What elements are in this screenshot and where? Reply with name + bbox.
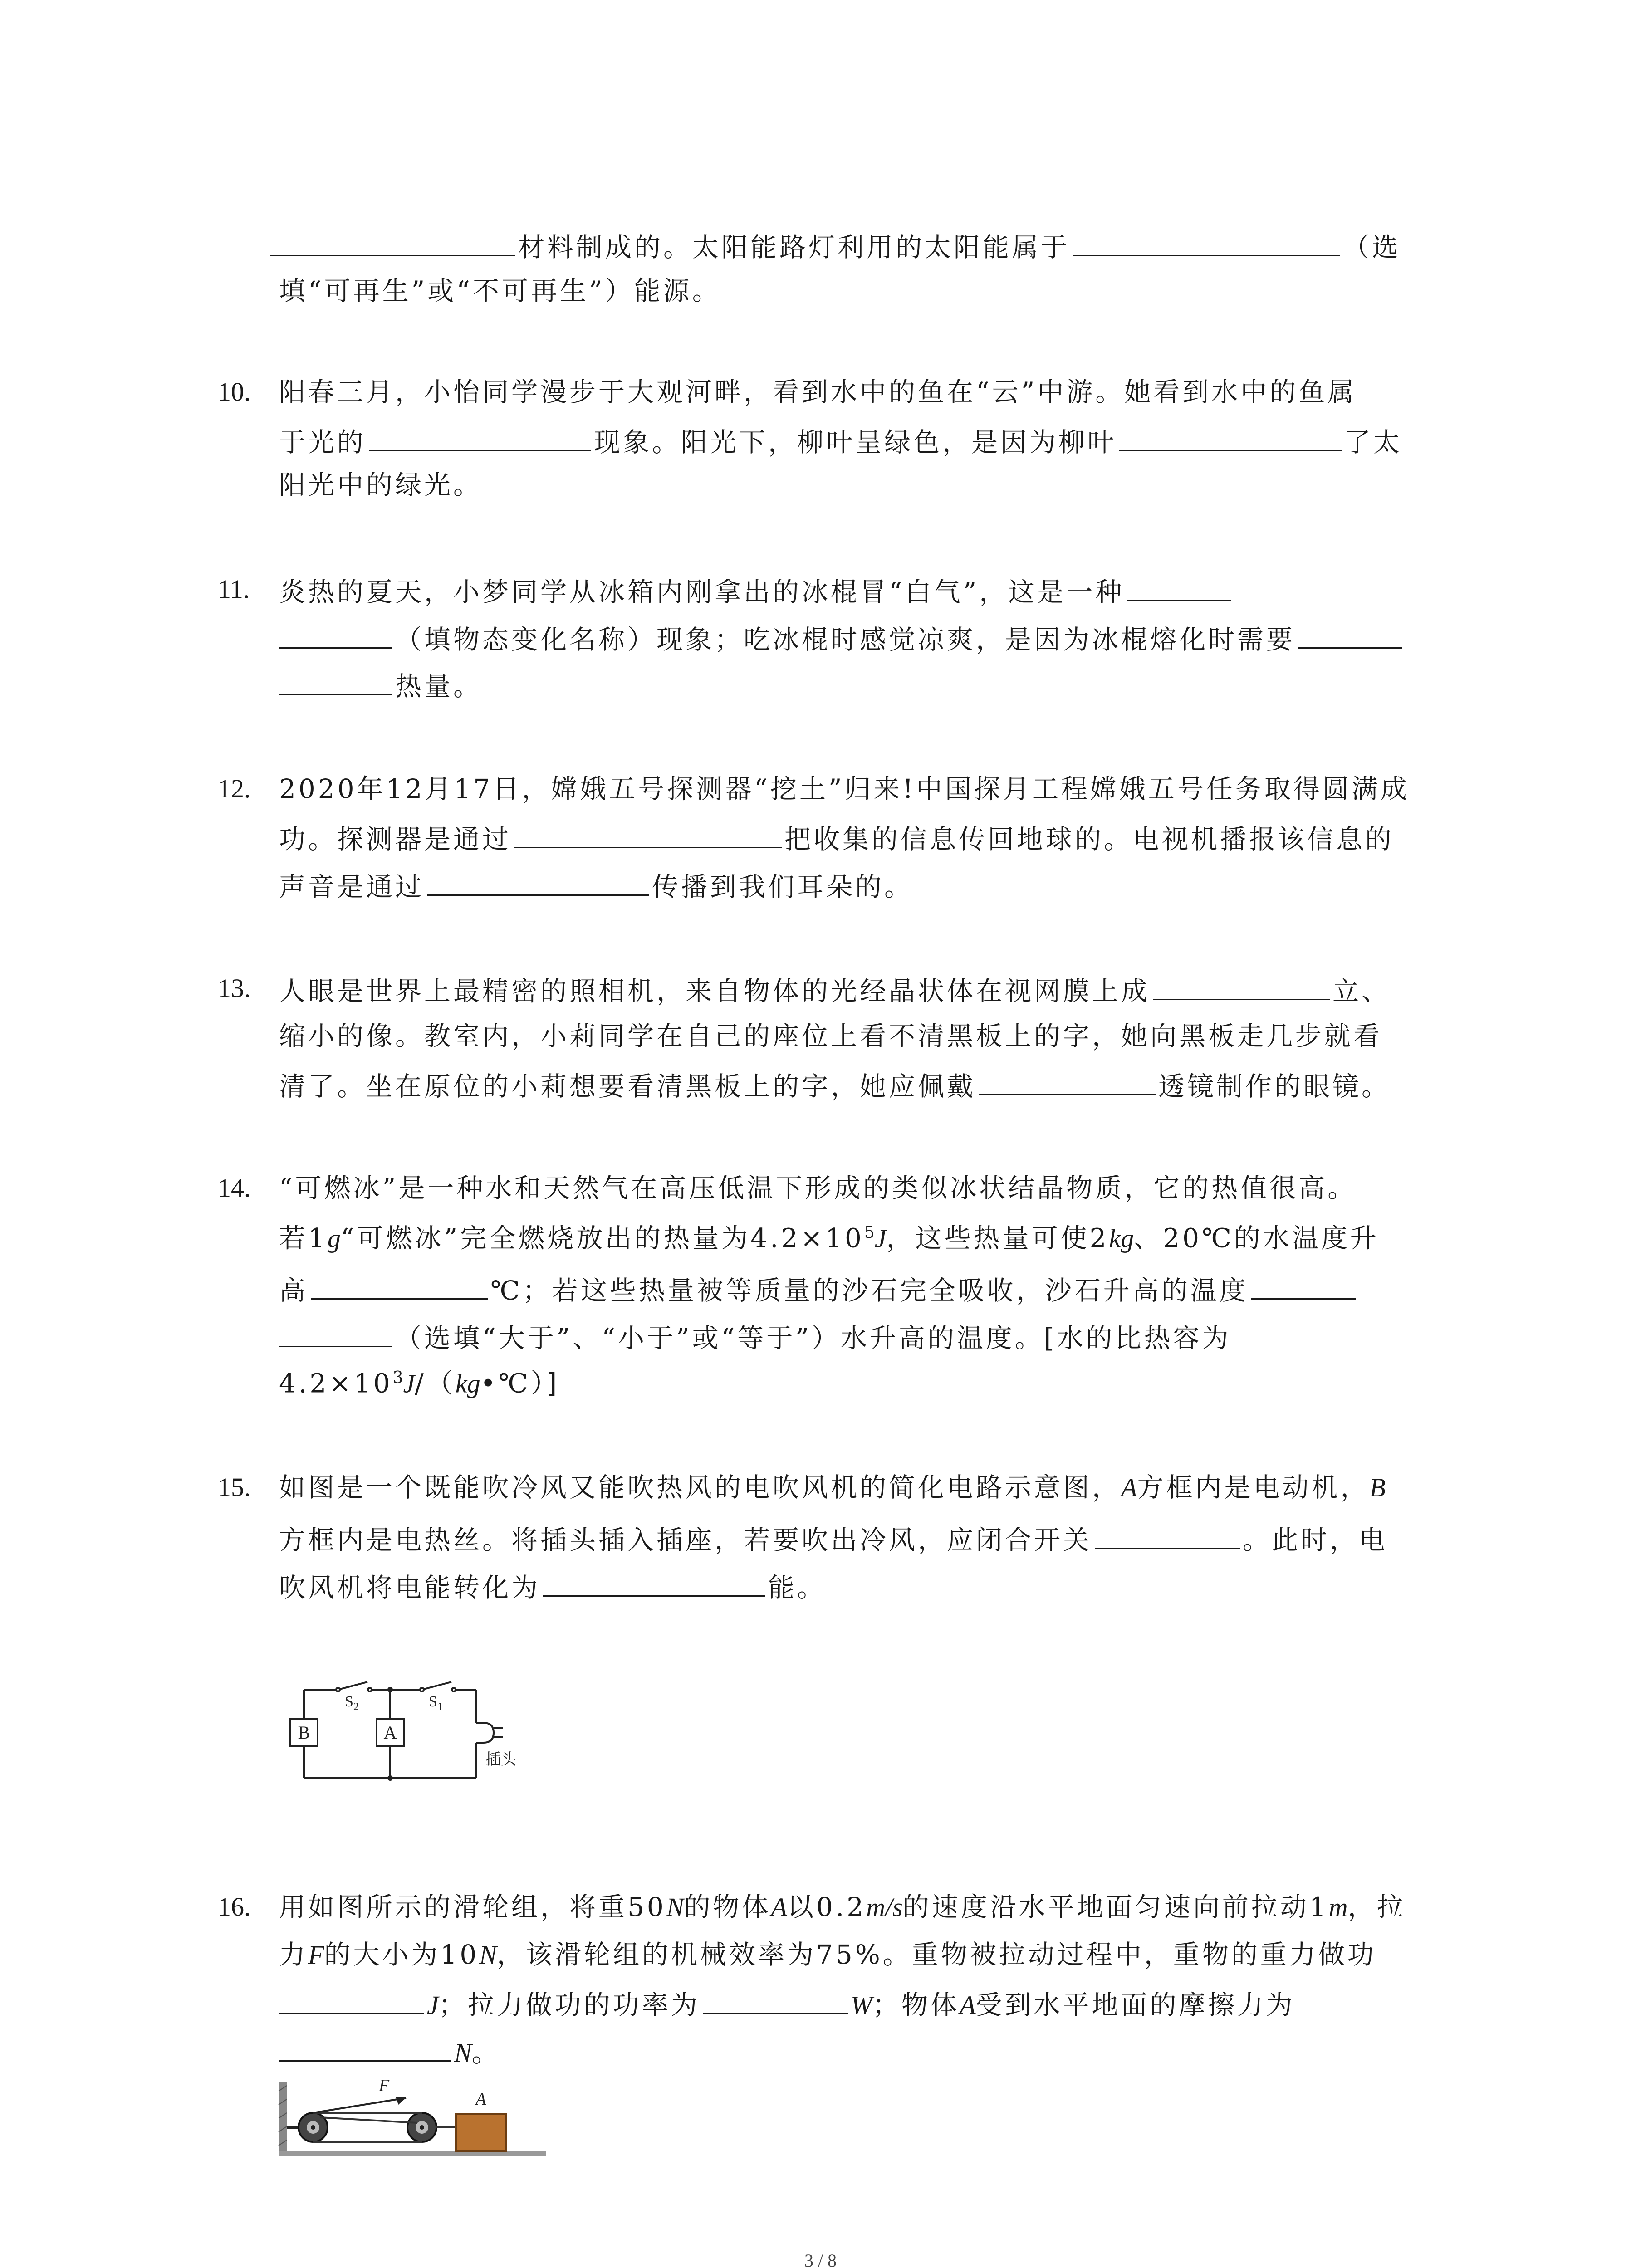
q16-number: 16. — [218, 1892, 251, 1921]
q11-blank-2b[interactable] — [279, 670, 392, 695]
page-number: 3 / 8 — [804, 2250, 837, 2268]
s1-label: S — [429, 1693, 437, 1710]
q16-line-3: J；拉力做功的功率为 W；物体A受到水平地面的摩擦力为 — [279, 1989, 1295, 2019]
q12-blank-2[interactable] — [427, 871, 649, 896]
q10-blank-2[interactable] — [1119, 426, 1342, 451]
q13-number: 13. — [218, 973, 251, 1003]
q9-line-2: 填“可再生”或“不可再生”）能源。 — [279, 275, 721, 306]
block-a — [456, 2114, 506, 2151]
svg-text:S2: $S_2$ — [345, 1693, 359, 1713]
q15-blank-2[interactable] — [543, 1572, 765, 1597]
svg-text:S1: $S_1$ — [429, 1693, 443, 1713]
q14-line-5: $4.2\times 10^3J/(kg•℃)$] — [279, 1368, 560, 1399]
force-label: F — [379, 2076, 390, 2095]
hair-dryer-circuit-figure — [277, 1674, 531, 1792]
q10-line-2: 于光的 现象。阳光下，柳叶呈绿色，是因为柳叶 了太 — [279, 427, 1403, 458]
q12-line-1: 2020年12月17日，嫦娥五号探测器“挖土”归来!中国探月工程嫦娥五号任务取得圆满成 — [279, 773, 1410, 804]
q14-line-2: 若1g“可燃冰”完全燃烧放出的热量为$4.2\times 10^5J$，这些热量可使2kg、20℃的水温度升 — [279, 1222, 1379, 1254]
q9-line-1: 材料制成的。太阳能路灯利用的太阳能属于 （选 — [268, 231, 1401, 260]
q10-blank-1[interactable] — [369, 426, 591, 451]
force-arrow — [313, 2098, 406, 2113]
q12-line-2: 功。探测器是通过 把收集的信息传回地球的。电视机播报该信息的 — [279, 824, 1395, 855]
q11-number: 11. — [218, 574, 250, 604]
s2-label: S — [345, 1693, 353, 1710]
q14-number: 14. — [218, 1173, 251, 1202]
q11-blank-1b[interactable] — [279, 624, 392, 649]
q11-line-2: （填物态变化名称）现象；吃冰棍时感觉凉爽，是因为冰棍熔化时需要 — [279, 624, 1405, 653]
box-a-label: A — [383, 1722, 397, 1743]
switch-s2-blade — [338, 1682, 367, 1690]
q9-blank-1[interactable] — [270, 231, 515, 256]
q16-line-4: N。 — [279, 2037, 501, 2066]
q10-line-3: 阳光中的绿光。 — [279, 469, 483, 500]
q15-number: 15. — [218, 1472, 251, 1502]
q11-line-1: 炎热的夏天，小梦同学从冰箱内刚拿出的冰棍冒“白气”，这是一种 — [279, 576, 1234, 605]
q11-blank-1a[interactable] — [1127, 576, 1231, 601]
q14-line-1: “可燃冰”是一种水和天然气在高压低温下形成的类似冰状结晶物质，它的热值很高。 — [279, 1173, 1357, 1203]
q12-number: 12. — [218, 774, 251, 803]
q14-line-3: 高 ℃；若这些热量被等质量的沙石完全吸收，沙石升高的温度 — [279, 1275, 1358, 1304]
q11-line-3: 热量。 — [279, 670, 482, 699]
q13-line-1: 人眼是世界上最精密的照相机，来自物体的光经晶状体在视网膜上成 立、 — [279, 976, 1391, 1007]
q14-blank-1[interactable] — [311, 1275, 488, 1300]
q13-blank-1[interactable] — [1153, 975, 1330, 1000]
q16-blank-1[interactable] — [279, 1989, 424, 2014]
q10-line-1: 阳春三月，小怡同学漫步于大观河畔，看到水中的鱼在“云”中游。她看到水中的鱼属 — [279, 376, 1357, 407]
q15-blank-1[interactable] — [1095, 1524, 1240, 1549]
q13-line-3: 清了。坐在原位的小莉想要看清黑板上的字，她应佩戴 透镜制作的眼镜。 — [279, 1071, 1391, 1102]
pulley-system-figure — [277, 2073, 549, 2159]
q16-blank-2[interactable] — [703, 1989, 848, 2014]
q14-blank-2a[interactable] — [1251, 1275, 1356, 1300]
q14-blank-2b[interactable] — [279, 1322, 392, 1347]
switch-s1-blade — [422, 1682, 451, 1690]
q16-blank-3[interactable] — [279, 2037, 451, 2062]
q13-line-2: 缩小的像。教室内，小莉同学在自己的座位上看不清黑板上的字，她向黑板走几步就看 — [279, 1021, 1383, 1051]
block-a-label: A — [475, 2090, 486, 2109]
q12-line-3: 声音是通过 传播到我们耳朵的。 — [279, 871, 914, 902]
q15-line-1: 如图是一个既能吹冷风又能吹热风的电吹风机的简化电路示意图，A方框内是电动机，B — [279, 1472, 1386, 1503]
plug-label: 插头 — [485, 1751, 516, 1768]
q11-blank-2a[interactable] — [1298, 624, 1402, 649]
q15-line-3: 吹风机将电能转化为 能。 — [279, 1572, 827, 1603]
q16-line-2: 力F的大小为10N，该滑轮组的机械效率为75%。重物被拉动过程中，重物的重力做功 — [279, 1939, 1376, 1970]
q12-blank-1[interactable] — [514, 823, 782, 848]
q9-blank-2[interactable] — [1073, 231, 1340, 256]
q13-blank-2[interactable] — [979, 1070, 1156, 1095]
q14-line-4: （选填“大于”、“小于”或“等于”）水升高的温度。[水的比热容为 — [279, 1322, 1231, 1351]
q16-line-1: 用如图所示的滑轮组，将重50N的物体A以0.2m/s的速度沿水平地面匀速向前拉动1m，拉 — [279, 1892, 1406, 1922]
q10-number: 10. — [218, 377, 251, 406]
box-b-label: B — [298, 1722, 310, 1743]
q15-line-2: 方框内是电热丝。将插头插入插座，若要吹出冷风，应闭合开关 。此时，电 — [279, 1525, 1388, 1555]
